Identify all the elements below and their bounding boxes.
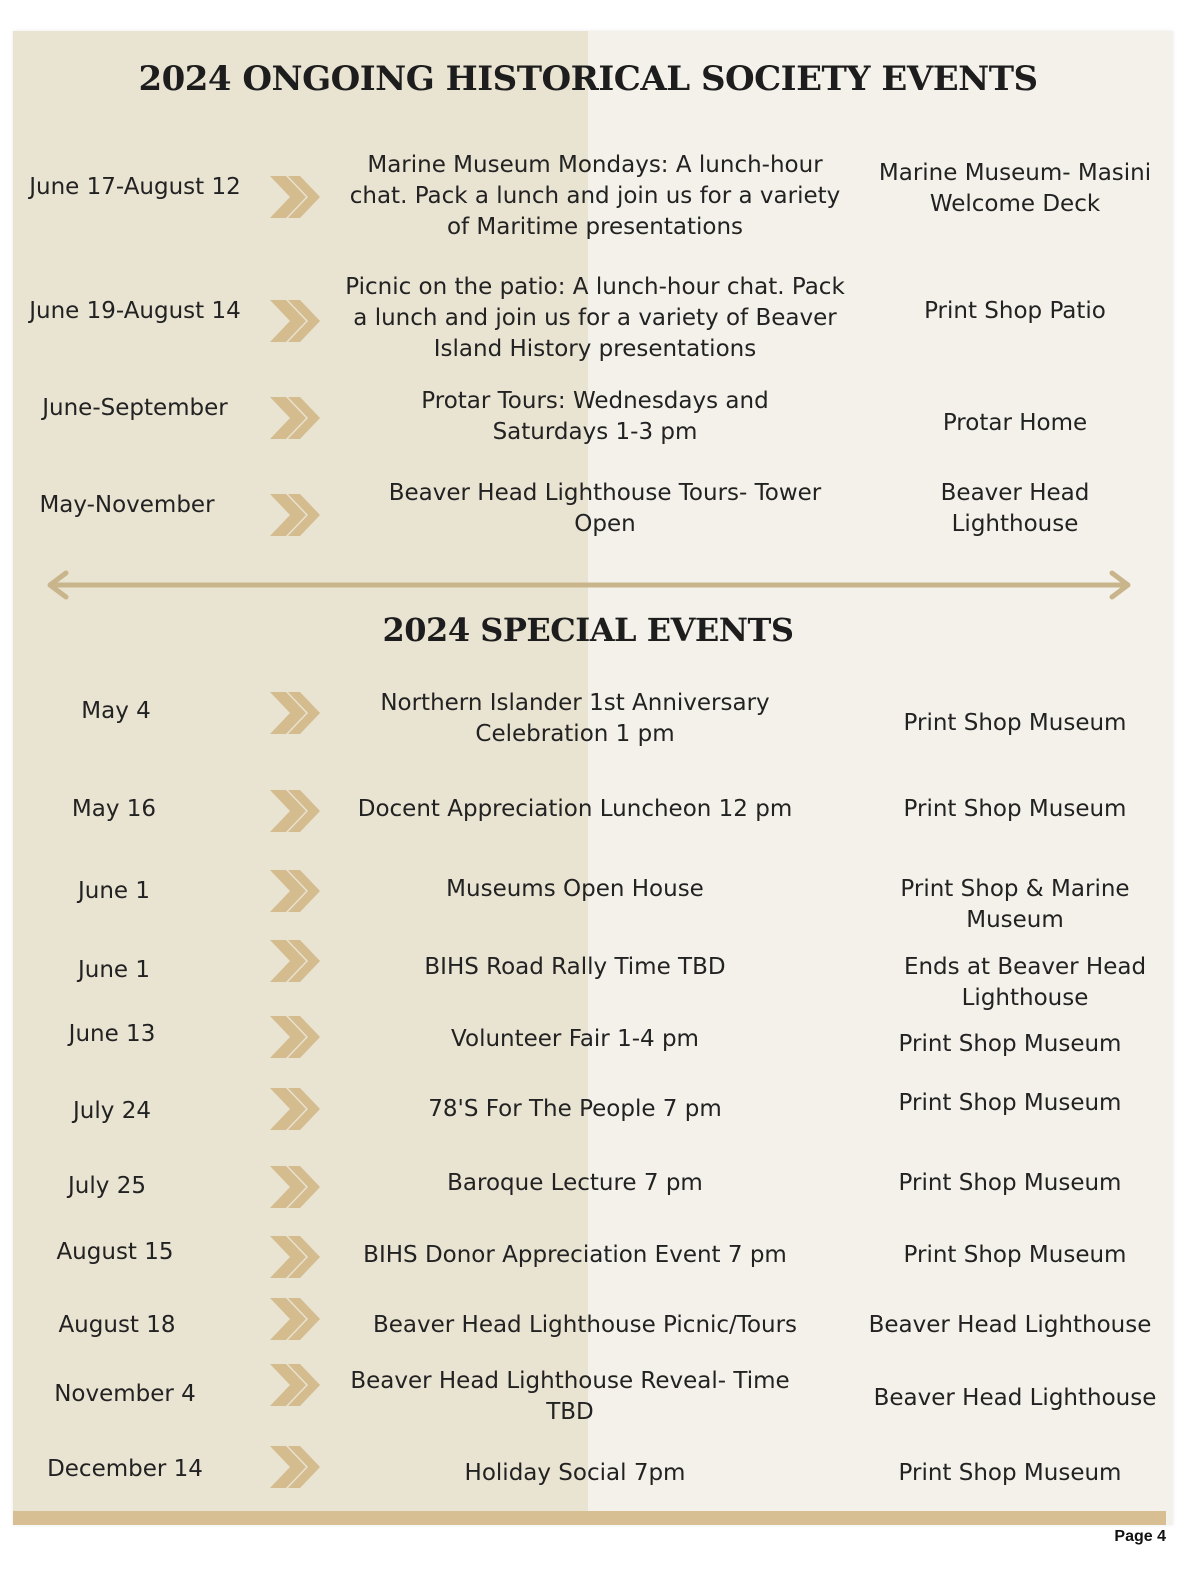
ongoing-events-title: 2024 ONGOING HISTORICAL SOCIETY EVENTS [138, 59, 1038, 99]
event-date: December 14 [47, 1456, 203, 1482]
event-date: July 25 [68, 1173, 146, 1199]
double-chevron-right-icon [268, 174, 322, 220]
double-chevron-right-icon [268, 1164, 322, 1210]
event-date: August 18 [58, 1312, 176, 1338]
event-description: Northern Islander 1st Anniversary Celebration 1 pm [380, 690, 770, 747]
page-background [13, 31, 1173, 1525]
event-location: Print Shop Museum [903, 796, 1127, 822]
event-description: Beaver Head Lighthouse Reveal- Time TBD [350, 1368, 790, 1425]
bottom-bar [13, 1511, 1166, 1525]
event-location: Print Shop Museum [903, 1242, 1127, 1268]
event-location: Beaver Head Lighthouse [873, 1385, 1157, 1411]
event-description: 78'S For The People 7 pm [428, 1096, 722, 1122]
page-number: Page 4 [1114, 1528, 1166, 1545]
event-date: June 1 [77, 957, 151, 983]
event-date: June 13 [68, 1021, 156, 1047]
double-chevron-right-icon [268, 1296, 322, 1342]
event-date: June 19-August 14 [29, 298, 241, 324]
double-chevron-right-icon [268, 492, 322, 538]
event-description: Protar Tours: Wednesdays and Saturdays 1-3 pm [421, 388, 769, 445]
event-location: Print Shop Museum [898, 1170, 1122, 1196]
double-chevron-right-icon [268, 690, 322, 736]
event-location: Beaver Head Lighthouse [940, 480, 1090, 537]
event-date: May-November [39, 492, 215, 518]
event-description: Museums Open House [446, 876, 704, 902]
event-location: Print Shop Museum [903, 710, 1127, 736]
event-date: November 4 [54, 1381, 196, 1407]
double-chevron-right-icon [268, 1014, 322, 1060]
event-description: Baroque Lecture 7 pm [447, 1170, 703, 1196]
event-date: May 16 [71, 796, 157, 822]
double-chevron-right-icon [268, 298, 322, 344]
event-location: Print Shop Museum [898, 1460, 1122, 1486]
event-date: May 4 [81, 698, 151, 724]
double-chevron-right-icon [268, 1086, 322, 1132]
event-date: June 17-August 12 [29, 174, 241, 200]
event-description: BIHS Road Rally Time TBD [424, 954, 726, 980]
event-location: Beaver Head Lighthouse [868, 1312, 1152, 1338]
event-description: Volunteer Fair 1-4 pm [451, 1026, 699, 1052]
event-description: Picnic on the patio: A lunch-hour chat. Pack a lunch and join us for a variety of Beaver Island History presentations [345, 274, 845, 362]
double-headed-arrow-icon [44, 570, 1134, 600]
double-chevron-right-icon [268, 1234, 322, 1280]
double-chevron-right-icon [268, 868, 322, 914]
event-description: Beaver Head Lighthouse Picnic/Tours [372, 1312, 798, 1338]
double-chevron-right-icon [268, 395, 322, 441]
event-description: BIHS Donor Appreciation Event 7 pm [363, 1242, 787, 1268]
double-chevron-right-icon [268, 938, 322, 984]
event-description: Beaver Head Lighthouse Tours- Tower Open [388, 480, 822, 537]
event-location: Ends at Beaver Head Lighthouse [903, 954, 1147, 1011]
event-location: Print Shop Museum [898, 1090, 1122, 1116]
event-date: June-September [42, 395, 228, 421]
event-location: Marine Museum- Masini Welcome Deck [878, 160, 1152, 217]
event-description: Holiday Social 7pm [464, 1460, 686, 1486]
double-chevron-right-icon [268, 1362, 322, 1408]
event-location: Protar Home [942, 410, 1088, 436]
double-chevron-right-icon [268, 1444, 322, 1490]
event-date: July 24 [73, 1098, 151, 1124]
event-date: June 1 [77, 878, 151, 904]
event-date: August 15 [56, 1239, 174, 1265]
double-chevron-right-icon [268, 788, 322, 834]
special-events-title: 2024 SPECIAL EVENTS [382, 611, 794, 649]
event-location: Print Shop & Marine Museum [900, 876, 1130, 933]
event-description: Docent Appreciation Luncheon 12 pm [357, 796, 793, 822]
event-location: Print Shop Museum [898, 1031, 1122, 1057]
event-location: Print Shop Patio [924, 298, 1106, 324]
event-description: Marine Museum Mondays: A lunch-hour chat. Pack a lunch and join us for a variety of Maritime presentations [349, 152, 841, 240]
